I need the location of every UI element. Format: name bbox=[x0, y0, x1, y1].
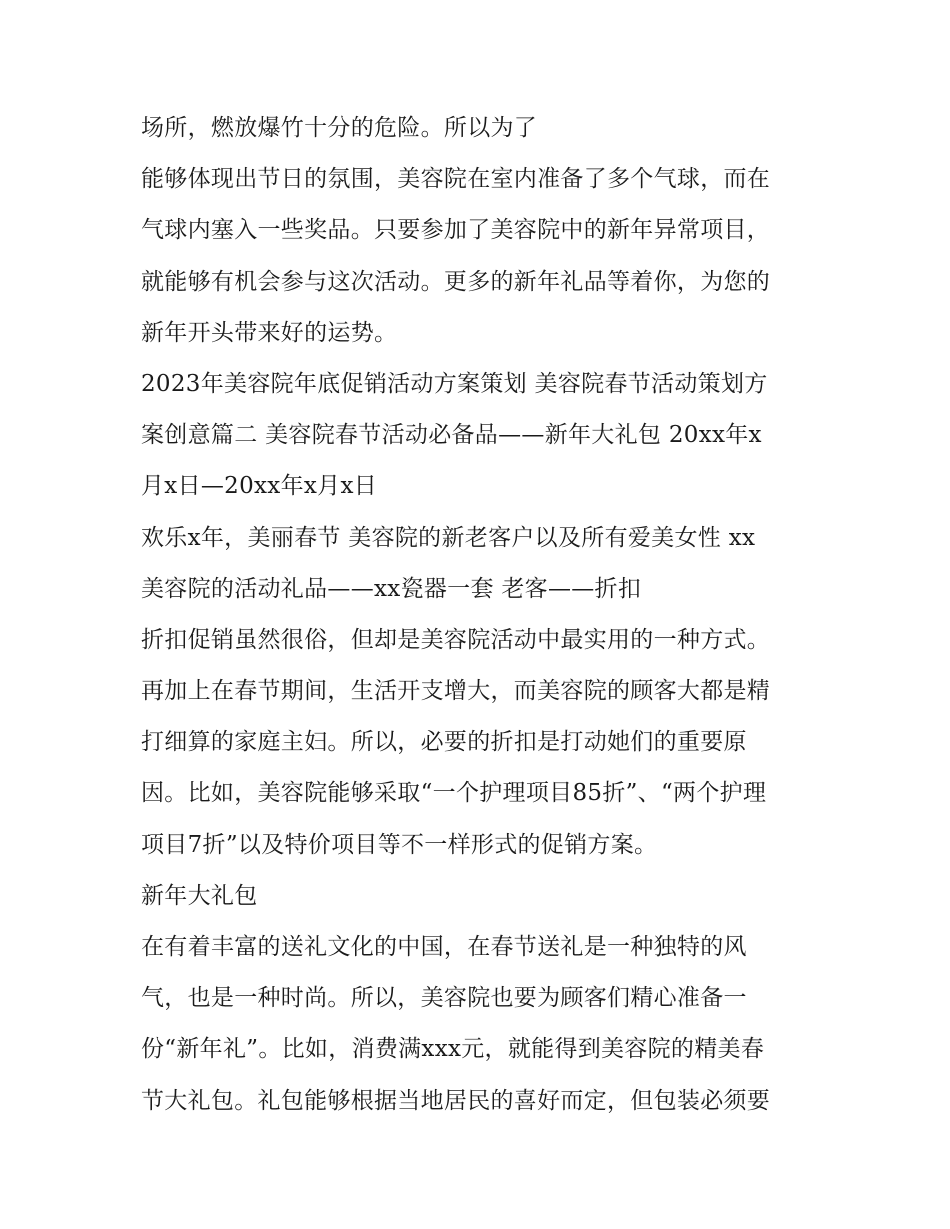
text-line: 就能够有机会参与这次活动。更多的新年礼品等着你，为您的 bbox=[141, 268, 771, 295]
text-line: 新年开头带来好的运势。 bbox=[141, 319, 398, 346]
text-line: 再加上在春节期间，生活开支增大，而美容院的顾客大都是精 bbox=[141, 678, 771, 705]
text-line: 打细算的家庭主妇。所以，必要的折扣是打动她们的重要原 bbox=[141, 729, 747, 756]
text-line: 气，也是一种时尚。所以，美容院也要为顾客们精心准备一 bbox=[141, 985, 747, 1012]
text-line: 节大礼包。礼包能够根据当地居民的喜好而定，但包装必须要 bbox=[141, 1087, 771, 1114]
document-body bbox=[141, 108, 821, 1132]
text-line: 能够体现出节日的氛围，美容院在室内准备了多个气球，而在 bbox=[141, 166, 771, 193]
text-line: 在有着丰富的送礼文化的中国，在春节送礼是一种独特的风 bbox=[141, 934, 747, 960]
section-heading: 新年大礼包 bbox=[141, 882, 258, 909]
text-line: 折扣促销虽然很俗，但却是美容院活动中最实用的一种方式。 bbox=[141, 626, 771, 653]
text-line: 气球内塞入一些奖品。只要参加了美容院中的新年异常项目， bbox=[141, 217, 771, 244]
text-line: 项目7折”以及特价项目等不一样形式的促销方案。 bbox=[141, 831, 658, 858]
text-line: 场所，燃放爆竹十分的危险。所以为了 bbox=[141, 115, 538, 141]
text-line: 因。比如，美容院能够采取“一个护理项目85折”、“两个护理 bbox=[141, 780, 767, 807]
text-line: 2023年美容院年底促销活动方案策划 美容院春节活动策划方 bbox=[141, 370, 768, 397]
text-line: 美容院的活动礼品——xx瓷器一套 老客——折扣 bbox=[141, 575, 642, 602]
text-line: 欢乐x年，美丽春节 美容院的新老客户以及所有爱美女性 xx bbox=[141, 524, 756, 551]
text-line: 月x日—20xx年x月x日 bbox=[141, 473, 378, 500]
text-line: 份“新年礼”。比如，消费满xxx元，就能得到美容院的精美春 bbox=[141, 1036, 765, 1063]
text-line: 案创意篇二 美容院春节活动必备品——新年大礼包 20xx年x bbox=[141, 422, 762, 449]
